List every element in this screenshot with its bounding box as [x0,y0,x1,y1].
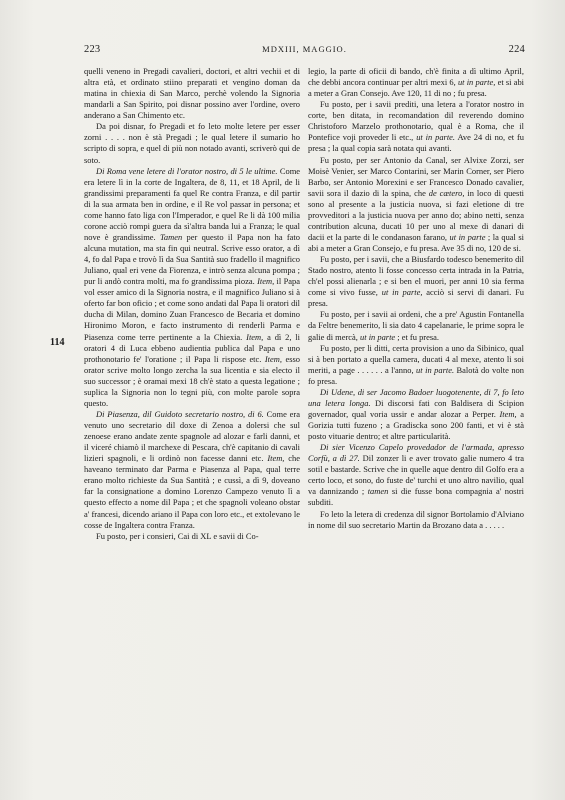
text-run: si die fusse bona compagnia a' nostri subditi. [308,486,524,508]
paragraph [84,409,300,531]
italic-word: ut in parte [449,231,486,242]
text-run: Come era letere lì in la corte de Ingaltera, de 8, 11, et 18 April, de li grandissimi preparamenti fa quel Re contra Franza, e dil partir di la sua armata ben in ordine, e il Re vol passar in persona; et come hanno fato liga con l'Imperador, e quel Re li dà 100 milia corone acciò rompi guera da sì'altra banda lui a Franza; le qual nove è grandissime. [84,165,301,242]
text-run: esso orator scrive molto longo zercha la sua licentia e sia electo il suo successor ; è oramai mexi 18 ch'è stato a questa legatione ; suplica la Signoria non lo tegni più, con molte parole sopra questo. [84,353,301,408]
paragraph [308,442,524,508]
paragraph [308,155,524,255]
paragraph: quelli veneno in Pregadi cavalieri, doctori, et altri vechii et di altra età, et ordinato stiino preparati et vengino doman da matina in chiexia di San Marco, perchè volendo la Signoria mandarli a San Spirito, poi disnar possino aver l'ordine, overo anderano a San Chimento etc. [84,66,300,121]
letter-heading: Di Udene, di ser Jacomo Badoer luogotenente, di 7, fo leto una letera longa. [308,386,524,408]
italic-word: ut in parte. [416,132,456,143]
text-run: Fu posto, per li ditti, certa provision a uno da Sibinico, qual si à ben portato a quella camera, ducati 4 al mexe, atento li soi meriti, a page . . . . . . a l'anno, [308,342,524,375]
paragraph: Fu posto, per i consieri, Cai di XL e savii di Co- [96,530,259,541]
letter-heading: Di Piasenza, dil Guidoto secretario nostro, di 6. [96,408,264,419]
paragraph: Fo leto la letera di credenza dil signor Bortolamio d'Alviano in nome dil suo secretario Martin da Brozano data a . . . . . [308,508,524,530]
italic-word: Tamen [159,231,183,242]
letter-heading: Di sier Vicenzo Capelo provedador de l'armada, apresso Corfù, a dì 27. [308,442,524,464]
text-run: acciò si servi di danari. Fu presa. [308,287,524,309]
text-run: legio, la parte di oficii di bando, ch'è finita a dì ultimo April, che debbi ancora continuar per altri mexi 6, [308,66,524,88]
italic-word: ut in parte, [457,77,496,88]
italic-word: Item, [246,331,264,342]
text-run: che haveano terminato dar Parma e Piasenza al Papa, qual terre erano molto richieste da Sua Santità ; e cussì, a dì 9, doveano far la consignatione a domino Lorenzo Campezo venuto lì a questo effecto a nome dil Papa ; et che spagnoli voleano obstar a' francesi, dicendo ariano il Papa con loro etc., et extolevano le cosse de Ingaltera contra Franza. [84,453,300,530]
paragraph [308,66,524,99]
running-header [84,44,525,58]
italic-word: Item, [267,453,285,464]
text-run: Fu posto, per i savii, che a Biusfardo todesco benemerito dil Stado nostro, atento li fosse concesso certa intrada in la Patria, ch'el possi alienarla ; e si ben el muori, per anni 10 sia ferma come si vivo fusse, [308,254,524,298]
italic-word: ut in parte, [381,287,423,298]
letter-heading: Di Roma vene letere di l'orator nostro, di 5 le ultime. [96,165,278,176]
text-run: ; et fu presa. [395,331,439,342]
text-run: ; la qual si abi a meter a Gran Consejo, e fu presa. Ave 35 di no, 120 de si. [308,231,524,253]
page-number-right: 224 [508,44,525,55]
margin-number: 114 [50,337,65,348]
text-run: il Papa vol esser amico di la Signoria nostra, e il magnifico Juliano si à oferto far bon oficio ; et come sono andati dal Papa li oratori dil ducha di Milan, domino Zuan Francesco de Becaria et domino Hironimo Moron, e facto instrumento di renderli Parma e Piasenza come terre pertinente a la Chiexia. [84,276,300,342]
paragraph [308,387,524,442]
text-run: in loco di questi sono al presente a la justicia nuova, si fazi eletione di tre provveditori a la justicia nuova per anno do; abino netti, senza contribution alcuna, ducati 10 per uno al mexe di danari di dacii et la parte di le condanason farano, [308,187,525,242]
text-run: a dì 2, li oratori 4 di Luca ebbeno audientia publica dal Papa e uno prothonotario fe' l'oratione ; il Papa li rispose etc. [84,331,300,364]
text-run: Fu posto, per i savii ai ordeni, che a pre' Agustin Fontanella da Feltre benemerito, li sia dato 4 capelanarie, le prime sopra le galie di mercà, [308,309,524,342]
left-column [84,66,300,542]
paragraph [308,254,524,309]
text-run: Ave 24 di no, et fu presa ; la qual copia sarà notata qui avanti. [308,132,525,154]
paragraph [308,343,524,387]
italic-word: Item, [264,353,282,364]
italic-word: ut in parte. [416,364,455,375]
text-run: et si abi a meter a Gran Consejo. Ave 120, 11 di no ; fu presa. [308,77,525,99]
text-run: Come era venuto uno secretario dil doxe di Zenoa a dolersi che sul zenoese erano andate zente spagnole ad alozar e farli danni, et il viceré chiamò il marchexe di Pescara, ch'è capitanio di cavali lizieri spagnoli, e li ordinò non facesse danni etc. [84,408,300,464]
text-run: Balotà do volte non fo presa. [308,364,524,386]
italic-word: Item, [257,276,275,287]
italic-word: tamen [367,486,389,497]
paragraph [84,166,300,409]
paragraph [308,309,524,342]
italic-word: Item, [499,408,517,419]
text-run: Fu posto, per i savii prediti, una letera a l'orator nostro in corte, ben ditata, in recomandation dil reverendo domino Christoforo Marzelo prothonotario, qual è a Roma, che il Pontefice voji proveder li etc., [308,99,524,143]
italic-word: ut in parte [360,331,396,342]
text-run: Dil zonzer li e aver trovato galie numero 4 tra sotil e bastarde. Scrive che in quelle aque dentro dil Golfo era a certo loco, et sono, do fuste de' turchi et uno altro navilio, qual va dannizando ; [308,453,524,497]
text-run: a Gorizia tutti fuzeno ; a Gradiscka sono 200 fanti, et vi è stà posto vituarie dentro; et altre particularità. [308,408,525,442]
text-run: Di discorsi fati con Baldisera di Scipion governador, qual voria ussir e andar alozar a Perper. [308,397,524,419]
paragraph [308,99,524,154]
italic-word: de cætero, [428,187,465,198]
page-number-left: 223 [84,44,101,55]
right-column [308,66,524,531]
running-title: MDXIII, MAGGIO. [262,44,347,54]
text-run: per questo il Papa non ha fato alcuna mutation, ma sta fin qui neutral. Scrive esso orator, a dì 4, fo dal Papa e trovò lì da Sua Santità suo fradello il magnifico Juliano, qual eri vene da Fiorenza, e intrò senza alcuna pompa ; pur li andò contra molti, ma fo grandissima pioza. [84,231,300,287]
paragraph: Da poi disnar, fo Pregadi et fo leto molte letere per esser zorni . . . . non è stà Pregadi ; le qual letere il sumario ho scripto di sopra, e quel di più non notado avanti, scriverò qui de soto. [84,121,300,165]
text-run: Fu posto, per ser Antonio da Canal, ser Alvixe Zorzi, ser Moisè Venier, ser Marco Contarini, ser Marin Corner, ser Piero Barbo, ser Antonio Morexini e ser Francesco Donado cavalier, savii sora il dazio di la spina, che [308,154,524,198]
